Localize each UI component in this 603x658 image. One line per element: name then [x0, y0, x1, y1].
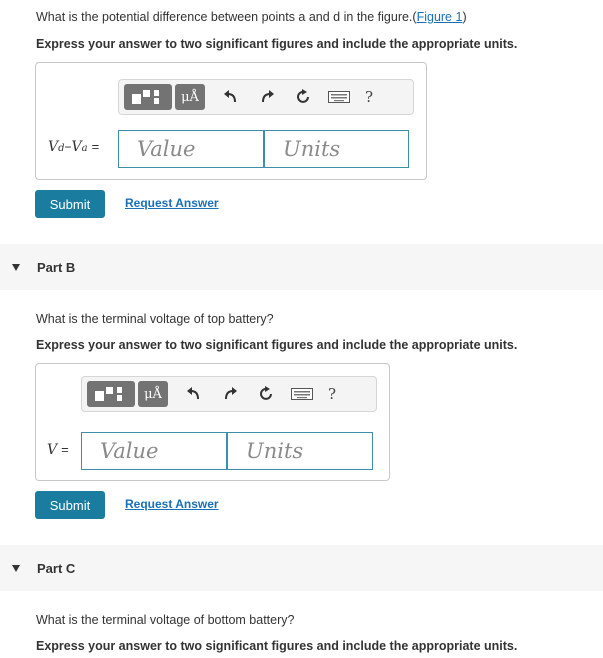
part-c-instruction: Express your answer to two significant figures and include the appropriate units. [36, 639, 518, 653]
part-a-question-text: What is the potential difference between points a and d in the figure. [36, 10, 413, 24]
part-b-submit-button[interactable]: Submit [35, 491, 105, 519]
part-b-answer-box [35, 363, 390, 481]
units-icon[interactable]: μÅ [175, 84, 205, 110]
part-c-title: Part C [37, 560, 76, 576]
redo-icon[interactable] [212, 381, 248, 407]
part-a-value-input[interactable]: Value [118, 130, 264, 168]
part-b-equation-label: V = [47, 442, 69, 458]
part-b-title: Part B [37, 259, 76, 275]
part-a-request-answer-link[interactable]: Request Answer [125, 196, 219, 210]
reset-icon[interactable] [248, 381, 284, 407]
undo-icon[interactable] [213, 84, 249, 110]
part-b-value-input[interactable]: Value [81, 432, 227, 470]
help-icon[interactable]: ? [327, 385, 337, 403]
part-b-instruction: Express your answer to two significant figures and include the appropriate units. [36, 338, 518, 352]
units-icon[interactable]: μÅ [138, 381, 168, 407]
undo-icon[interactable] [176, 381, 212, 407]
templates-icon[interactable] [87, 381, 135, 407]
part-b-toolbar [81, 376, 377, 412]
keyboard-icon[interactable] [321, 84, 357, 110]
keyboard-icon[interactable] [284, 381, 320, 407]
part-a-toolbar [118, 79, 414, 115]
part-a-units-input[interactable]: Units [264, 130, 409, 168]
part-a-instruction: Express your answer to two significant figures and include the appropriate units. [36, 37, 518, 51]
part-a-submit-button[interactable]: Submit [35, 190, 105, 218]
templates-icon[interactable] [124, 84, 172, 110]
part-a-question: What is the potential difference between points a and d in the figure.(Figure 1) [36, 10, 467, 24]
part-b-request-answer-link[interactable]: Request Answer [125, 497, 219, 511]
part-b-header[interactable] [0, 244, 603, 290]
part-c-header[interactable] [0, 545, 603, 591]
part-a-equation-label: V d – V a = [48, 139, 100, 155]
help-icon[interactable]: ? [364, 88, 374, 106]
figure-link[interactable]: Figure 1 [416, 10, 463, 24]
part-a-answer-box [35, 62, 427, 180]
part-c-question: What is the terminal voltage of bottom battery? [36, 613, 295, 627]
collapse-triangle-icon[interactable] [12, 565, 20, 572]
collapse-triangle-icon[interactable] [12, 264, 20, 271]
part-b-units-input[interactable]: Units [227, 432, 373, 470]
part-b-question: What is the terminal voltage of top battery? [36, 312, 274, 326]
redo-icon[interactable] [249, 84, 285, 110]
reset-icon[interactable] [285, 84, 321, 110]
